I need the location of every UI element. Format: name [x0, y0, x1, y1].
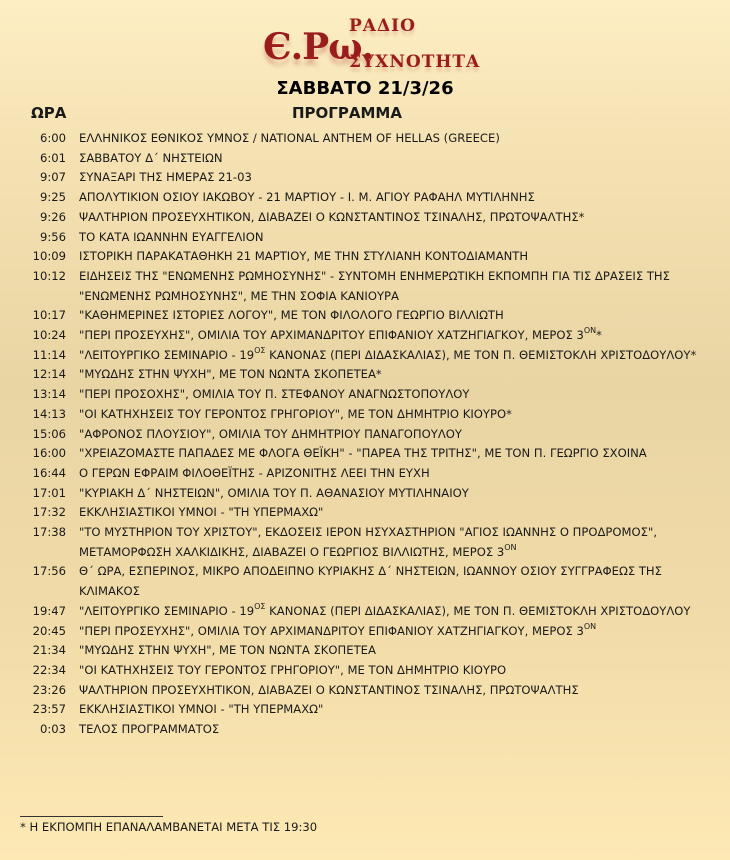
schedule-date-title: ΣΑΒΒΑΤΟ 21/3/26 [276, 78, 454, 99]
ordinal-superscript: ON [583, 326, 597, 336]
schedule-program [79, 326, 699, 346]
schedule-row [0, 208, 730, 228]
schedule-row [0, 385, 730, 405]
schedule-program [79, 188, 699, 208]
footnote: * Η ΕΚΠΟΜΠΗ ΕΠΑΝΑΛΑΜΒΑΝΕΤΑΙ ΜΕΤΑ ΤΙΣ 19:30 [20, 820, 318, 834]
schedule-program [79, 267, 699, 306]
logo-line-radio: ΡΑΔΙΟ [349, 16, 416, 36]
logo-line-frequency: ΣΥΧΝΟΤΗΤΑ [349, 52, 481, 72]
column-header-program: ΠΡΟΓΡΑΜΜΑ [292, 104, 402, 122]
schedule-program [79, 168, 699, 188]
schedule-time: 22:34 [32, 662, 66, 677]
schedule-row [0, 661, 730, 681]
schedule-time: 9:07 [39, 170, 66, 185]
schedule-row [0, 681, 730, 701]
schedule-program [79, 484, 699, 504]
ordinal-superscript: ΟΣ [254, 601, 266, 611]
schedule-program [79, 306, 699, 326]
ordinal-superscript: ON [583, 621, 597, 631]
schedule-row [0, 405, 730, 425]
schedule-time: 0:03 [39, 722, 66, 737]
schedule-time: 17:01 [32, 485, 66, 500]
schedule-row [0, 720, 730, 740]
schedule-row [0, 562, 730, 601]
schedule-program-text: "ΚΥΡΙΑΚΗ Δ΄ ΝΗΣΤΕΙΩΝ", ΟΜΙΛΙΑ ΤΟΥ Π. ΑΘΑΝΑΣΙΟΥ ΜΥΤΙΛΗΝΑΙΟΥ [79, 485, 469, 500]
schedule-program-text: ΤΕΛΟΣ ΠΡΟΓΡΑΜΜΑΤΟΣ [79, 722, 220, 737]
schedule-row [0, 484, 730, 504]
schedule-program [79, 149, 699, 169]
schedule-program-text: ΣΥΝΑΞΑΡΙ ΤΗΣ ΗΜΕΡΑΣ 21-03 [79, 170, 252, 185]
schedule-program-text: ΕΚΚΛΗΣΙΑΣΤΙΚΟΙ ΥΜΝΟΙ - "ΤΗ ΥΠΕΡΜΑΧΩ" [79, 702, 324, 717]
schedule-program-text: "ΜΥΩΔΗΣ ΣΤΗΝ ΨΥΧΗ", ΜΕ ΤΟΝ ΝΩΝΤΑ ΣΚΟΠΕΤΕΑ [79, 643, 376, 658]
schedule-row [0, 306, 730, 326]
ordinal-superscript: ΟΣ [254, 345, 266, 355]
schedule-program [79, 346, 699, 366]
schedule-time: 11:14 [32, 347, 66, 362]
schedule-time: 16:00 [32, 446, 66, 461]
schedule-program-text: Ο ΓΕΡΩΝ ΕΦΡΑΙΜ ΦΙΛΟΘΕΪΤΗΣ - ΑΡΙΖΟΝΙΤΗΣ ΛΕΕΙ ΤΗΝ ΕΥΧΗ [79, 465, 430, 480]
schedule-row [0, 464, 730, 484]
schedule-time: 14:13 [32, 406, 66, 421]
schedule-program [79, 444, 699, 464]
schedule-program [79, 247, 699, 267]
schedule-program-text: ΨΑΛΤΗΡΙΟΝ ΠΡΟΣΕΥΧΗΤΙΚΟΝ, ΔΙΑΒΑΖΕΙ Ο ΚΩΝΣΤΑΝΤΙΝΟΣ ΤΣΙΝΑΛΗΣ, ΠΡΩΤΟΨΑΛΤΗΣ* [79, 209, 585, 224]
schedule-row [0, 700, 730, 720]
schedule-program [79, 228, 699, 248]
schedule-program-text: "ΛΕΙΤΟΥΡΓΙΚΟ ΣΕΜΙΝΑΡΙΟ - 19 [79, 347, 255, 362]
schedule-program-text: "ΚΑΘΗΜΕΡΙΝΕΣ ΙΣΤΟΡΙΕΣ ΛΟΓΟΥ", ΜΕ ΤΟΝ ΦΙΛΟΛΟΓΟ ΓΕΩΡΓΙΟ ΒΙΛΛΙΩΤΗ [79, 308, 504, 323]
schedule-row [0, 247, 730, 267]
schedule-time: 10:24 [32, 328, 66, 343]
schedule-row [0, 149, 730, 169]
schedule-time: 10:12 [32, 268, 66, 283]
schedule-time: 10:17 [32, 308, 66, 323]
column-header-hour: ΩΡΑ [31, 104, 67, 122]
schedule-row [0, 346, 730, 366]
schedule-program [79, 405, 699, 425]
logo-mark: Є.Ρω. [263, 26, 374, 68]
schedule-time: 15:06 [32, 426, 66, 441]
schedule-program-text: "ΟΙ ΚΑΤΗΧΗΣΕΙΣ ΤΟΥ ΓΕΡΟΝΤΟΣ ΓΡΗΓΟΡΙΟΥ", ΜΕ ΤΟΝ ΔΗΜΗΤΡΙΟ ΚΙΟΥΡΟ [79, 662, 507, 677]
schedule-time: 17:56 [32, 564, 66, 579]
schedule-program-text: ΕΙΔΗΣΕΙΣ ΤΗΣ "ΕΝΩΜΕΝΗΣ ΡΩΜΗΟΣΥΝΗΣ" - ΣΥΝΤΟΜΗ ΕΝΗΜΕΡΩΤΙΚΗ ΕΚΠΟΜΠΗ ΓΙΑ ΤΙΣ ΔΡΑΣΕΙΣ ΤΗΣ "ΕΝΩΜΕΝΗΣ ΡΩΜΗΟΣΥΝΗΣ", ΜΕ ΤΗΝ ΣΟΦΙΑ ΚΑΝΙΟΥΡΑ [79, 268, 670, 303]
schedule-row [0, 326, 730, 346]
schedule-time: 6:00 [39, 131, 66, 145]
schedule-program [79, 661, 699, 681]
schedule-program [79, 385, 699, 405]
schedule-time: 16:44 [32, 465, 66, 480]
schedule-program [79, 464, 699, 484]
schedule-program-text: ΣΑΒΒΑΤΟΥ Δ΄ ΝΗΣΤΕΙΩΝ [79, 150, 223, 165]
schedule-program [79, 562, 699, 601]
schedule-program-text: "ΟΙ ΚΑΤΗΧΗΣΕΙΣ ΤΟΥ ΓΕΡΟΝΤΟΣ ΓΡΗΓΟΡΙΟΥ", ΜΕ ΤΟΝ ΔΗΜΗΤΡΙΟ ΚΙΟΥΡΟ* [79, 406, 512, 421]
schedule-row [0, 365, 730, 385]
schedule-row [0, 188, 730, 208]
schedule-row [0, 228, 730, 248]
schedule-program [79, 503, 699, 523]
schedule-program [79, 425, 699, 445]
schedule-time: 9:25 [39, 190, 66, 205]
schedule-program [79, 208, 699, 228]
schedule-list [0, 129, 730, 740]
schedule-program-text: "ΑΦΡΟΝΟΣ ΠΛΟΥΣΙΟΥ", ΟΜΙΛΙΑ ΤΟΥ ΔΗΜΗΤΡΙΟΥ ΠΑΝΑΓΟΠΟΥΛΟΥ [79, 426, 462, 441]
schedule-row [0, 129, 730, 149]
schedule-row [0, 622, 730, 642]
schedule-program-text: ΕΚΚΛΗΣΙΑΣΤΙΚΟΙ ΥΜΝΟΙ - "ΤΗ ΥΠΕΡΜΑΧΩ" [79, 505, 324, 520]
schedule-program [79, 523, 699, 562]
schedule-program [79, 622, 699, 642]
footnote-divider [20, 816, 163, 817]
schedule-time: 13:14 [32, 387, 66, 402]
schedule-time: 20:45 [32, 623, 66, 638]
schedule-program-text-continued: ΚΑΝΟΝΑΣ (ΠΕΡΙ ΔΙΔΑΣΚΑΛΙΑΣ), ΜΕ ΤΟΝ Π. ΘΕΜΙΣΤΟΚΛΗ ΧΡΙΣΤΟΔΟΥΛΟΥ [265, 603, 691, 618]
schedule-time: 12:14 [32, 367, 66, 382]
schedule-row [0, 425, 730, 445]
schedule-program-text: Θ΄ ΩΡΑ, ΕΣΠΕΡΙΝΟΣ, ΜΙΚΡΟ ΑΠΟΔΕΙΠΝΟ ΚΥΡΙΑΚΗΣ Δ΄ ΝΗΣΤΕΙΩΝ, ΙΩΑΝΝΟΥ ΟΣΙΟΥ ΣΥΓΓΡΑΦΕΩΣ ΤΗΣ ΚΛΙΜΑΚΟΣ [79, 564, 662, 599]
schedule-program-text-continued: * [596, 328, 602, 343]
schedule-row [0, 641, 730, 661]
schedule-row [0, 168, 730, 188]
schedule-row [0, 267, 730, 306]
schedule-program-text: "ΠΕΡΙ ΠΡΟΣΕΥΧΗΣ", ΟΜΙΛΙΑ ΤΟΥ ΑΡΧΙΜΑΝΔΡΙΤΟΥ ΕΠΙΦΑΝΙΟΥ ΧΑΤΖΗΓΙΑΓΚΟΥ, ΜΕΡΟΣ 3 [79, 623, 584, 638]
schedule-program-text: "ΠΕΡΙ ΠΡΟΣΕΥΧΗΣ", ΟΜΙΛΙΑ ΤΟΥ ΑΡΧΙΜΑΝΔΡΙΤΟΥ ΕΠΙΦΑΝΙΟΥ ΧΑΤΖΗΓΙΑΓΚΟΥ, ΜΕΡΟΣ 3 [79, 328, 584, 343]
schedule-program-text: "ΤΟ ΜΥΣΤΗΡΙΟΝ ΤΟΥ ΧΡΙΣΤΟΥ", ΕΚΔΟΣΕΙΣ ΙΕΡΟΝ ΗΣΥΧΑΣΤΗΡΙΟΝ "ΑΓΙΟΣ ΙΩΑΝΝΗΣ Ο ΠΡΟΔΡΟΜΟΣ", ΜΕΤΑΜΟΡΦΩΣΗ ΧΑΛΚΙΔΙΚΗΣ, ΔΙΑΒΑΖΕΙ Ο ΓΕΩΡΓΙΟΣ ΒΙΛΛΙΩΤΗΣ, ΜΕΡΟΣ 3 [79, 525, 658, 559]
schedule-time: 9:26 [39, 209, 66, 224]
schedule-time: 6:01 [39, 150, 66, 165]
schedule-time: 19:47 [32, 603, 66, 618]
schedule-time: 17:38 [32, 525, 66, 540]
schedule-row [0, 444, 730, 464]
schedule-program-text-continued: ΚΑΝΟΝΑΣ (ΠΕΡΙ ΔΙΔΑΣΚΑΛΙΑΣ), ΜΕ ΤΟΝ Π. ΘΕΜΙΣΤΟΚΛΗ ΧΡΙΣΤΟΔΟΥΛΟΥ* [265, 347, 697, 362]
schedule-program-text: ΕΛΛΗΝΙΚΟΣ ΕΘΝΙΚΟΣ ΥΜΝΟΣ / NATIONAL ANTHEM OF HELLAS (GREECE) [79, 131, 500, 145]
schedule-time: 23:57 [32, 702, 66, 717]
schedule-time: 21:34 [32, 643, 66, 658]
schedule-program-text: ΑΠΟΛΥΤΙΚΙΟΝ ΟΣΙΟΥ ΙΑΚΩΒΟΥ - 21 ΜΑΡΤΙΟΥ - Ι. Μ. ΑΓΙΟΥ ΡΑΦΑΗΛ ΜΥΤΙΛΗΝΗΣ [79, 190, 535, 205]
schedule-time: 9:56 [39, 229, 66, 244]
schedule-program [79, 641, 699, 661]
schedule-program-text: ΤΟ ΚΑΤΑ ΙΩΑΝΝΗΝ ΕΥΑΓΓΕΛΙΟΝ [79, 229, 264, 244]
schedule-row [0, 503, 730, 523]
schedule-program-text: "ΜΥΩΔΗΣ ΣΤΗΝ ΨΥΧΗ", ΜΕ ΤΟΝ ΝΩΝΤΑ ΣΚΟΠΕΤΕΑ* [79, 367, 382, 382]
schedule-time: 10:09 [32, 249, 66, 264]
ordinal-superscript: ON [504, 542, 517, 552]
schedule-program-text: "ΠΕΡΙ ΠΡΟΣΟΧΗΣ", ΟΜΙΛΙΑ ΤΟΥ Π. ΣΤΕΦΑΝΟΥ ΑΝΑΓΝΩΣΤΟΠΟΥΛΟΥ [79, 387, 470, 402]
schedule-program [79, 720, 699, 740]
schedule-time: 17:32 [32, 505, 66, 520]
schedule-row [0, 602, 730, 622]
schedule-program-text: "ΛΕΙΤΟΥΡΓΙΚΟ ΣΕΜΙΝΑΡΙΟ - 19 [79, 603, 255, 618]
schedule-program [79, 129, 699, 149]
schedule-time: 23:26 [32, 682, 66, 697]
schedule-program-text: ΨΑΛΤΗΡΙΟΝ ΠΡΟΣΕΥΧΗΤΙΚΟΝ, ΔΙΑΒΑΖΕΙ Ο ΚΩΝΣΤΑΝΤΙΝΟΣ ΤΣΙΝΑΛΗΣ, ΠΡΩΤΟΨΑΛΤΗΣ [79, 682, 579, 697]
schedule-row [0, 523, 730, 562]
schedule-program-text: ΙΣΤΟΡΙΚΗ ΠΑΡΑΚΑΤΑΘΗΚΗ 21 ΜΑΡΤΙΟΥ, ΜΕ ΤΗΝ ΣΤΥΛΙΑΝΗ ΚΟΝΤΟΔΙΑΜΑΝΤΗ [79, 249, 529, 264]
schedule-program [79, 700, 699, 720]
station-logo [263, 10, 483, 78]
schedule-program [79, 681, 699, 701]
schedule-program [79, 602, 699, 622]
schedule-program [79, 365, 699, 385]
schedule-program-text: "ΧΡΕΙΑΖΟΜΑΣΤΕ ΠΑΠΑΔΕΣ ΜΕ ΦΛΟΓΑ ΘΕΪΚΗ" - "ΠΑΡΕΑ ΤΗΣ ΤΡΙΤΗΣ", ΜΕ ΤΟΝ Π. ΓΕΩΡΓΙΟ ΣΧΟΙΝΑ [79, 446, 647, 461]
